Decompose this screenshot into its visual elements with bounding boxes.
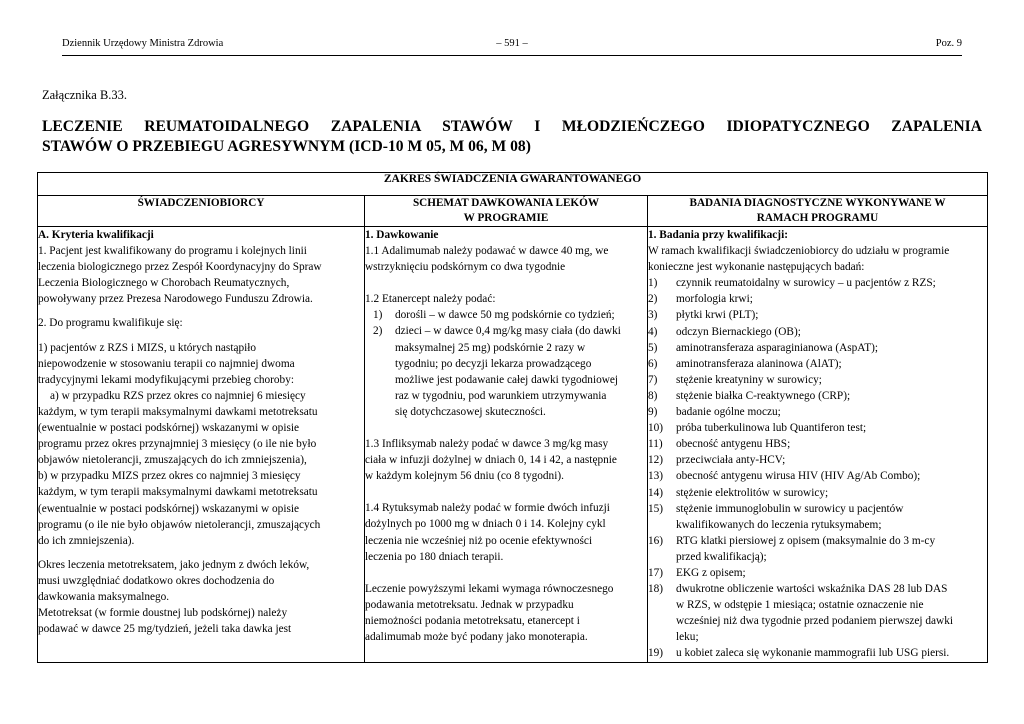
text-line: objawów nietolerancji, zmuszających do ich zmniejszenia), [38,454,307,467]
item-number: 1) [373,309,383,322]
text-line: przed kwalifikacją); [676,550,767,563]
text-line: aminotransferaza alaninowa (AlAT); [676,357,842,370]
text-line: każdym, w tym terapii maksymalnymi dawkami metotreksatu [38,486,318,499]
text-line: Leczenie powyższymi lekami wymaga równoczesnego [365,582,614,595]
etanercept-list [365,307,647,420]
list-item [648,436,987,452]
text-line: obecność antygenu HBS; [676,438,791,451]
text-line: b) w przypadku MIZS przez okres co najmniej 3 miesięcy [38,470,301,483]
item-text [676,307,987,323]
text-line: 1.4 Rytuksymab należy podać w formie dwóch infuzji [365,502,610,515]
infliximab-dosage [365,436,647,484]
item-text: dorośli – w dawce 50 mg podskórnie co tydzień; [395,309,615,322]
text-line: EKG z opisem; [676,566,746,579]
list-item [648,645,987,661]
list-item [648,388,987,404]
item-text [676,372,987,388]
column-header-beneficiaries: ŚWIADCZENIOBIORCY [38,196,365,227]
page-number: – 591 – [496,38,528,49]
text-line: w RZS, w odstępie 1 miesiąca; ostatnie oznaczenie nie [676,599,924,612]
list-item [648,404,987,420]
text-line: adalimumab może być podany jako monoterapia. [365,630,588,643]
beneficiaries-cell [38,227,365,663]
item-text [676,452,987,468]
list-item [648,340,987,356]
text-line: RTG klatki piersiowej z opisem (maksymalnie do 3 m-cy [676,534,936,547]
text-line: maksymalnej 25 mg) podskórnie 2 razy w [395,341,586,354]
item-number: 4) [648,325,658,338]
diagnostics-heading: 1. Badania przy kwalifikacji: [648,229,788,241]
text-line: przeciwciała anty-HCV; [676,454,786,467]
text-line: tygodniu; po decyzji lekarza prowadzącego [395,357,592,370]
item-text [676,356,987,372]
text-line: podawania metotreksatu. Jednak w przypadku [365,598,574,611]
text-line: dożylnych po 1000 mg w dniach 0 i 14. Kolejny cykl [365,518,606,531]
item-number: 3) [648,309,658,322]
item-text [676,324,987,340]
list-item [648,533,987,565]
diagnostics-header-line-2: RAMACH PROGRAMU [756,212,879,224]
text-line: podawać w dawce 25 mg/tydzień, jeżeli taka dawka jest [38,623,292,636]
qualification-heading: A. Kryteria kwalifikacji [38,229,154,241]
text-line: Okres leczenia metotreksatem, jako jednym z dwóch leków, [38,558,310,571]
text-line: powoływany przez Prezesa Narodowego Funduszu Zdrowia. [38,293,313,306]
item-number: 2) [373,325,383,338]
item-number: 14) [648,486,664,499]
text-line: wcześniej niż dwa tygodnie przed podaniem pierwszej dawki [676,615,953,628]
column-header-diagnostics [648,196,988,227]
text-line: próba tuberkulinowa lub Quantiferon test; [676,422,867,435]
dosage-header-line-2: W PROGRAMIE [463,212,549,224]
text-line: konieczne jest wykonanie następujących badań: [648,261,865,274]
list-item [648,275,987,291]
list-item [648,324,987,340]
text-line: (ewentualnie w postaci podskórnej) wskazanymi w opisie [38,422,300,435]
list-item [648,420,987,436]
text-line: dwukrotne obliczenie wartości wskaźnika DAS 28 lub DAS [676,583,948,596]
text-line: (ewentualnie w postaci podskórnej) wskazanymi w opisie [38,502,300,515]
document-title [42,117,982,157]
item-number: 8) [648,389,658,402]
annex-label: Załącznika B.33. [42,88,128,102]
text-line: niepowodzenie w stosowaniu terapii co najmniej dwoma [38,357,295,370]
text-line: morfologia krwi; [676,293,753,306]
title-line-1: LECZENIE REUMATOIDALNEGO ZAPALENIA STAWÓW I MŁODZIEŃCZEGO IDIOPATYCZNEGO ZAPALENIA [42,118,982,135]
text-line: odczyn Biernackiego (OB); [676,325,801,338]
text-line: leku; [676,631,699,644]
diagnostics-intro [648,243,987,275]
text-line: dzieci – w dawce 0,4 mg/kg masy ciała (do dawki [395,325,621,338]
text-line: stężenie elektrolitów w surowicy; [676,486,829,499]
item-number: 6) [648,357,658,370]
dosage-header-line-1: SCHEMAT DAWKOWANIA LEKÓW [412,197,600,209]
column-header-dosage [365,196,648,227]
text-line: Metotreksat (w formie doustnej lub podskórnej) należy [38,607,288,620]
item-number: 5) [648,341,658,354]
text-line: aminotransferaza asparaginianowa (AspAT); [676,341,879,354]
diagnostics-cell [648,227,988,663]
item-number: 2) [648,293,658,306]
text-line: obecność antygenu wirusa HIV (HIV Ag/Ab Combo); [676,470,921,483]
text-line: kwalifikowanych do leczenia rytuksymabem; [676,518,882,531]
item-text [676,581,987,645]
program-table [37,172,988,663]
list-item [648,372,987,388]
diagnostics-list [648,275,987,661]
item-number: 16) [648,534,664,547]
list-item [365,323,647,420]
list-item [648,565,987,581]
list-item [648,291,987,307]
text-line: tradycyjnymi lekami modyfikującymi przebieg choroby: [38,373,294,386]
list-item [648,307,987,323]
item-text [676,485,987,501]
text-line: leczenia po 180 dniach terapii. [365,550,504,563]
text-line: dawkowania maksymalnego. [38,590,170,603]
item-number: 18) [648,583,664,596]
text-line: w każdym kolejnym 56 dniu (co 8 tygodni). [365,470,564,483]
text-line: 1. Pacjent jest kwalifikowany do programu i kolejnych linii [38,245,307,258]
text-line: 1.3 Infliksymab należy podać w dawce 3 mg/kg masy [365,438,609,451]
item-number: 12) [648,454,664,467]
item-number: 19) [648,647,664,660]
item-text [395,323,647,420]
etanercept-heading: 1.2 Etanercept należy podać: [365,293,496,306]
text-line: W ramach kwalifikacji świadczeniobiorcy do udziału w programie [648,245,950,258]
item-text [676,291,987,307]
list-item [648,468,987,484]
text-line: badanie ogólne moczu; [676,406,781,419]
qualification-paragraph-1 [38,243,364,307]
text-line: musi uwzględniać dodatkowo okres dochodzenia do [38,574,275,587]
text-line: stężenie kreatyniny w surowicy; [676,373,822,386]
text-line: płytki krwi (PLT); [676,309,759,322]
text-line: każdym, w tym terapii maksymalnymi dawkami metotreksatu [38,405,318,418]
text-line: do ich zmniejszenia). [38,534,135,547]
text-line: stężenie immunoglobulin w surowicy u pacjentów [676,502,904,515]
text-line: czynnik reumatoidalny w surowicy – u pacjentów z RZS; [676,277,936,290]
header-rule [62,55,962,56]
list-item [648,501,987,533]
item-text [676,275,987,291]
item-text [676,645,987,661]
text-line: się dotychczasowej skuteczności. [395,405,546,418]
text-line: niemożności podania metotreksatu, etanercept i [365,614,580,627]
text-line: możliwe jest podawanie całej dawki tygodniowej [395,373,619,386]
dosage-cell [365,227,648,663]
text-line: programu przez okres przynajmniej 3 miesięcy (o ile nie było [38,438,317,451]
item-number: 1) [648,277,658,290]
item-number: 17) [648,566,664,579]
item-text [676,420,987,436]
list-item [648,581,987,645]
item-number: 11) [648,438,663,451]
list-item [365,307,647,323]
item-number: 13) [648,470,664,483]
dosage-heading: 1. Dawkowanie [365,229,439,241]
rituximab-dosage [365,500,647,564]
item-text [676,565,987,581]
list-item [648,356,987,372]
diagnostics-header-line-1: BADANIA DIAGNOSTYCZNE WYKONYWANE W [689,197,946,209]
text-line: 1.1 Adalimumab należy podawać w dawce 40 mg, we [365,245,609,258]
qualification-paragraph-4 [38,557,364,637]
item-text [676,340,987,356]
qualification-paragraph-3 [38,340,364,549]
text-line: 1) pacjentów z RZS i MIZS, u których nastąpiło [38,341,257,354]
item-text [676,388,987,404]
position-number: Poz. 9 [935,38,962,49]
adalimumab-dosage [365,243,647,275]
text-line: u kobiet zaleca się wykonanie mammografii lub USG piersi. [676,647,950,660]
list-item [648,452,987,468]
text-line: ciała w infuzji dożylnej w dniach 0, 14 i 42, a następnie [365,454,617,467]
qualification-paragraph-2: 2. Do programu kwalifikuje się: [38,317,183,330]
list-item [648,485,987,501]
text-line: a) w przypadku RZS przez okres co najmniej 6 miesięcy [50,389,306,402]
text-line: leczenia nie wcześniej niż po ocenie efektywności [365,534,593,547]
methotrexate-requirement [365,581,647,645]
item-number: 10) [648,422,664,435]
item-number: 7) [648,373,658,386]
item-number: 9) [648,406,658,419]
item-text [676,404,987,420]
text-line: Leczenia Biologicznego w Chorobach Reumatycznych, [38,277,290,290]
text-line: programu (o ile nie było objawów nietolerancji, zmuszających [38,518,321,531]
item-text [676,533,987,565]
item-text [676,436,987,452]
scope-header: ZAKRES ŚWIADCZENIA GWARANTOWANEGO [38,173,988,196]
text-line: wstrzyknięciu podskórnym co dwa tygodnie [365,261,566,274]
text-line: leczenia biologicznego przez Zespół Koordynacyjny do Spraw [38,261,322,274]
journal-name: Dziennik Urzędowy Ministra Zdrowia [62,38,224,49]
item-number: 15) [648,502,664,515]
text-line: raz w tygodniu, pod warunkiem utrzymywania [395,389,607,402]
title-line-2: STAWÓW O PRZEBIEGU AGRESYWNYM (ICD-10 M 05, M 06, M 08) [42,138,531,155]
item-text [676,468,987,484]
item-text [676,501,987,533]
text-line: stężenie białka C-reaktywnego (CRP); [676,389,851,402]
